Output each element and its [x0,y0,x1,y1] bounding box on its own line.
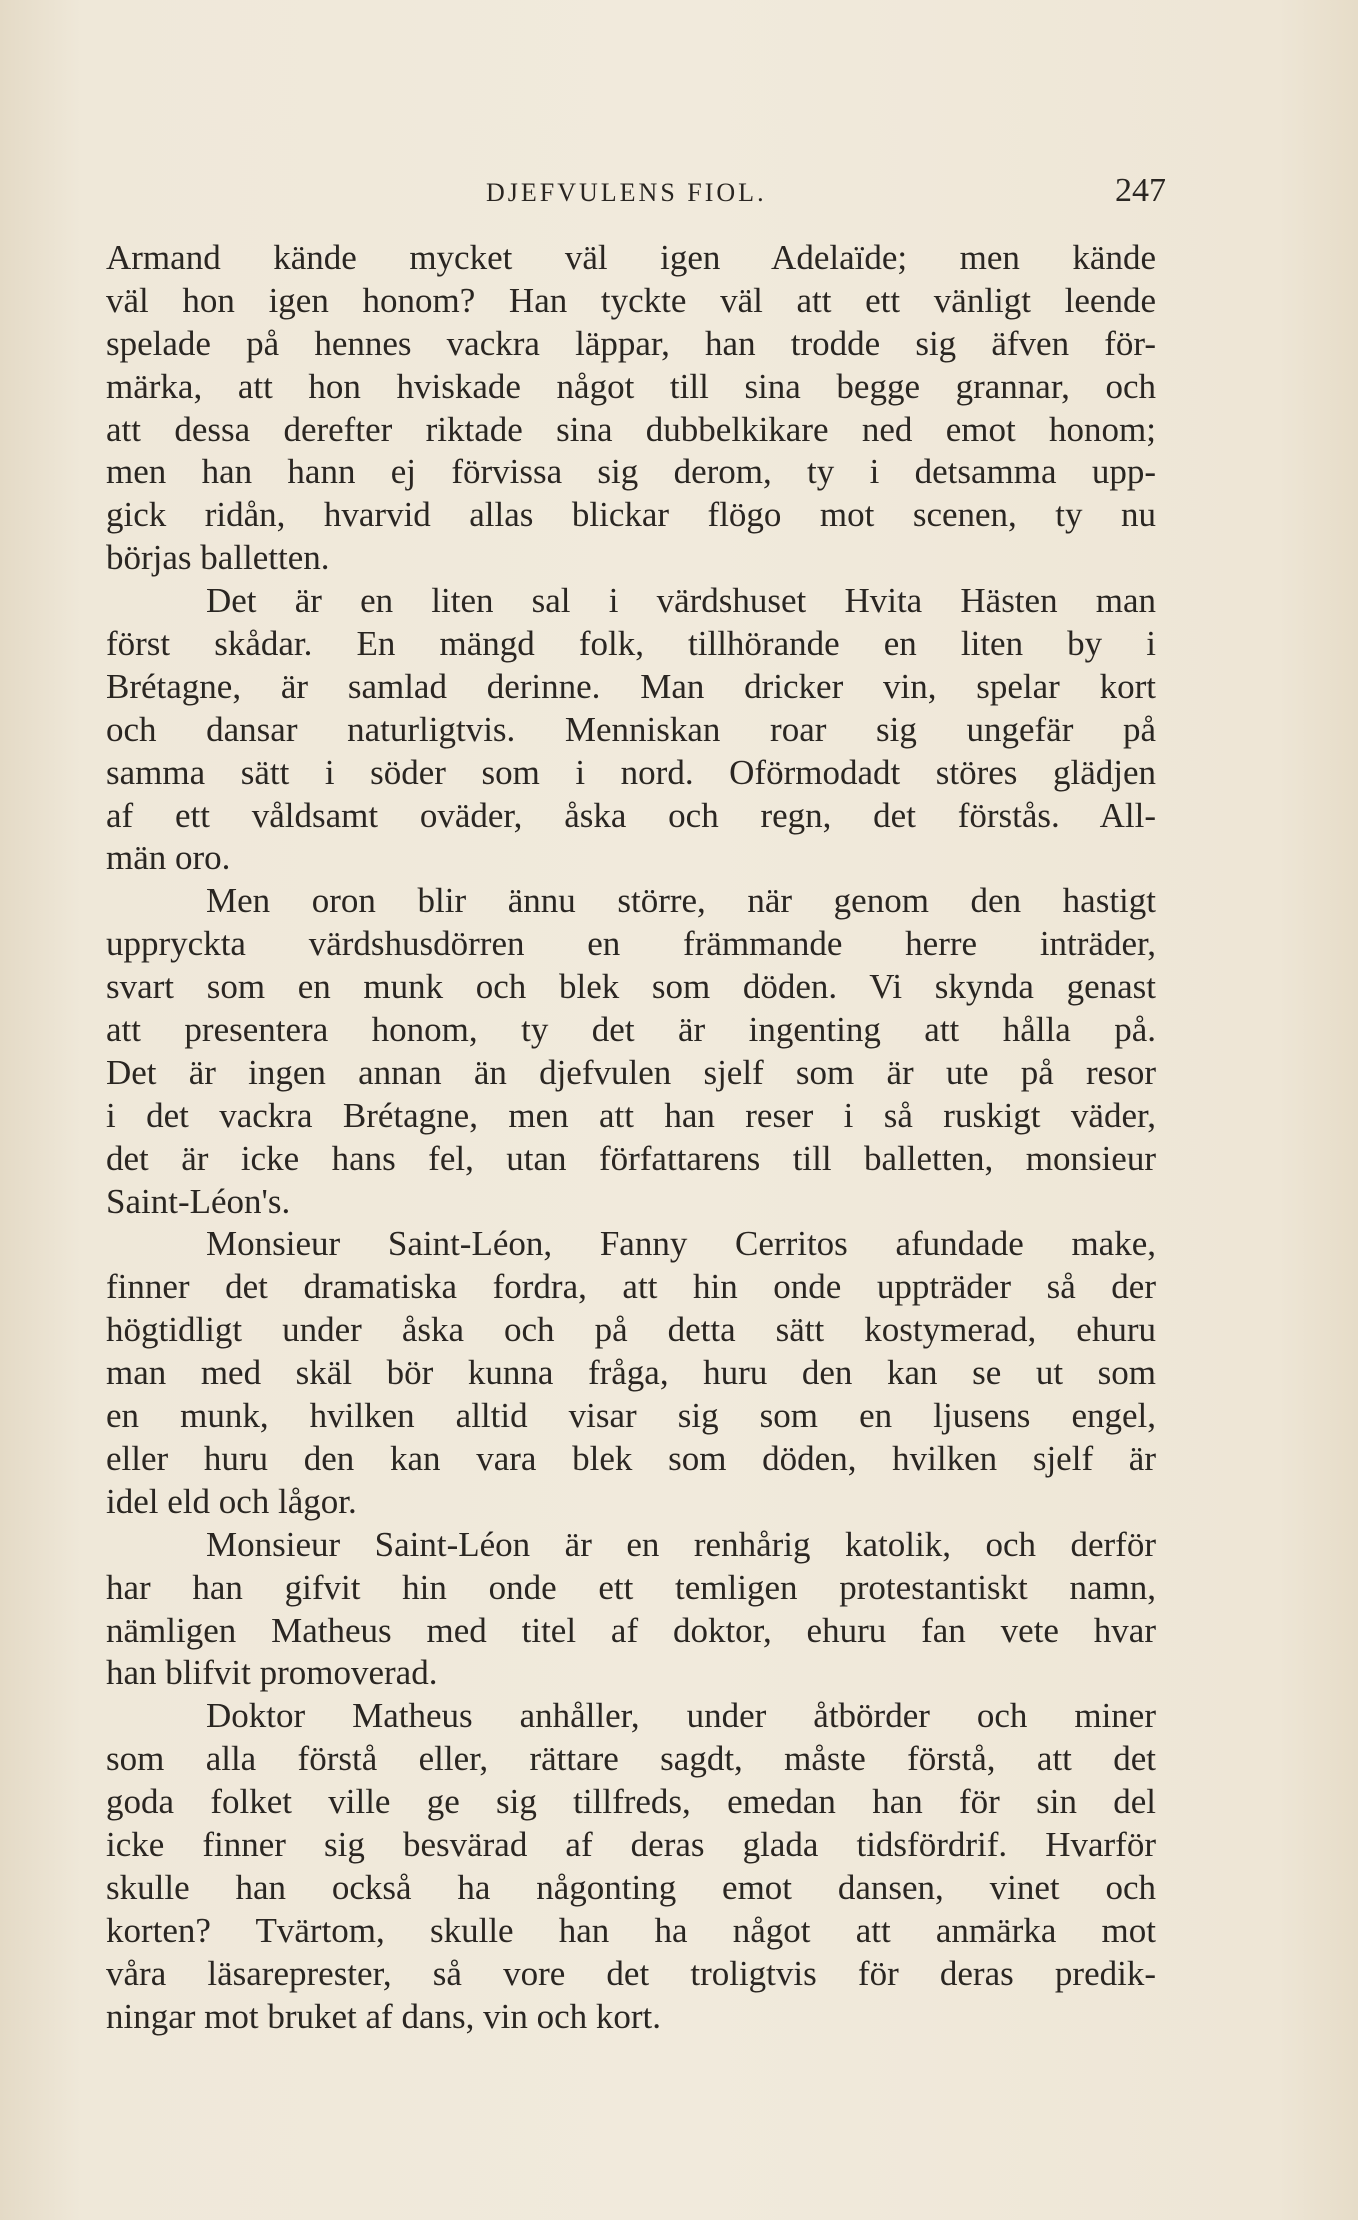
text-line: Det är en liten sal i värdshuset Hvita Hästen man [206,581,1156,621]
text-line: samma sätt i söder som i nord. Oförmodadt störes glädjen [106,752,1156,792]
text-line: men han hann ej förvissa sig derom, ty i detsamma upp- [106,452,1156,492]
text-line: Det är ingen annan än djefvulen sjelf som är ute på resor [106,1052,1156,1092]
text-line: nämligen Matheus med titel af doktor, ehuru fan vete hvar [106,1610,1156,1650]
text-line: och dansar naturligtvis. Menniskan roar sig ungefär på [106,709,1156,749]
text-line: börjas balletten. [106,538,330,578]
text-line: först skådar. En mängd folk, tillhörande en liten by i [106,624,1156,664]
text-line: Men oron blir ännu större, när genom den hastigt [206,881,1156,921]
text-line: uppryckta värdshusdörren en främmande herre inträder, [106,924,1156,964]
text-line: en munk, hvilken alltid visar sig som en ljusens engel, [106,1396,1156,1436]
text-line: gick ridån, hvarvid allas blickar flögo mot scenen, ty nu [106,495,1156,535]
text-line: Armand kände mycket väl igen Adelaïde; men kände [106,238,1156,277]
text-line: våra läsareprester, så vore det troligtvis för deras predik- [106,1953,1156,1993]
page-number: 247 [1115,172,1166,209]
text-line: man med skäl bör kunna fråga, huru den kan se ut som [106,1353,1156,1393]
text-line: Brétagne, är samlad derinne. Man dricker vin, spelar kort [106,666,1156,706]
text-line: att dessa derefter riktade sina dubbelkikare ned emot honom; [106,409,1156,449]
text-line: goda folket ville ge sig tillfreds, emedan han för sin del [106,1782,1156,1822]
text-line: väl hon igen honom? Han tyckte väl att ett vänligt leende [106,280,1156,320]
text-line: det är icke hans fel, utan författarens till balletten, monsieur [106,1138,1156,1178]
running-head [106,168,1166,218]
text-line: Doktor Matheus anhåller, under åtbörder och miner [206,1696,1156,1736]
text-line: eller huru den kan vara blek som döden, hvilken sjelf är [106,1438,1156,1478]
text-line: korten? Tvärtom, skulle han ha något att anmärka mot [106,1910,1156,1950]
text-line: idel eld och lågor. [106,1481,357,1521]
text-line: i det vackra Brétagne, men att han reser i så ruskigt väder, [106,1095,1156,1135]
text-line: har han gifvit hin onde ett temligen protestantiskt namn, [106,1567,1156,1607]
text-line: märka, att hon hviskade något till sina begge grannar, och [106,366,1156,406]
text-line: han blifvit promoverad. [106,1653,438,1693]
text-line: Monsieur Saint-Léon är en renhårig katolik, och derför [206,1524,1156,1564]
text-line: Saint-Léon's. [106,1181,291,1221]
text-line: ningar mot bruket af dans, vin och kort. [106,1996,662,2036]
text-line: finner det dramatiska fordra, att hin onde uppträder så der [106,1267,1156,1307]
text-line: att presentera honom, ty det är ingenting att hålla på. [106,1010,1156,1050]
text-line: icke finner sig besvärad af deras glada tidsfördrif. Hvarför [106,1824,1156,1864]
body-text [106,237,1156,2038]
text-line: spelade på hennes vackra läppar, han trodde sig äfven för- [106,323,1156,363]
text-line: som alla förstå eller, rättare sagdt, måste förstå, att det [106,1739,1156,1779]
text-line: män oro. [106,838,231,878]
text-line: skulle han också ha någonting emot dansen, vinet och [106,1867,1156,1907]
chapter-title: DJEFVULENS FIOL. [486,178,767,207]
text-line: svart som en munk och blek som döden. Vi skynda genast [106,967,1156,1007]
text-line: af ett våldsamt oväder, åska och regn, det förstås. All- [106,795,1156,835]
text-line: högtidligt under åska och på detta sätt kostymerad, ehuru [106,1310,1156,1350]
text-line: Monsieur Saint-Léon, Fanny Cerritos afundade make, [206,1224,1156,1264]
